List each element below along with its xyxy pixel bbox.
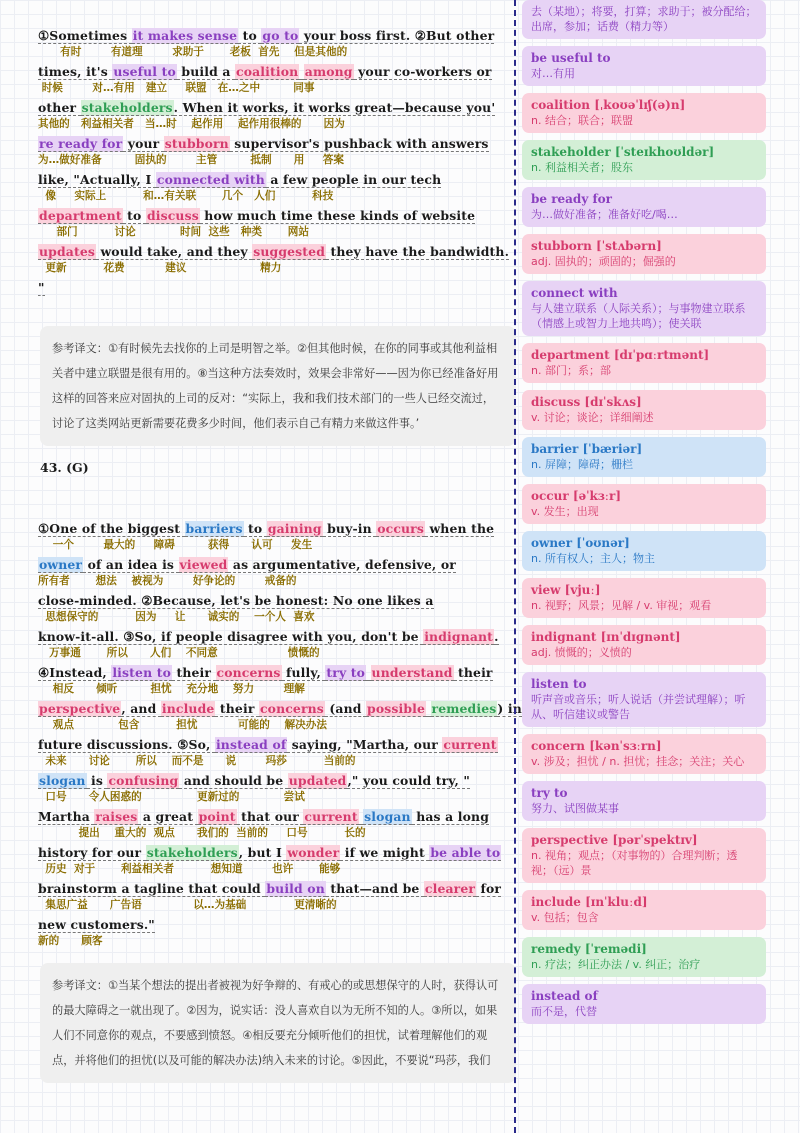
vocab-highlight: listen to [112, 665, 171, 680]
vocab-highlight: perspective [39, 701, 121, 716]
english-text [38, 208, 475, 223]
text-run: ) in [497, 701, 522, 716]
chinese-gloss: 未来 讨论 所以 而不是 说 玛莎 当前的 [38, 755, 356, 767]
vocab-term: try to [531, 786, 568, 800]
english-text [38, 521, 494, 536]
column-divider [514, 0, 516, 1133]
vocab-definition: 去（某地）；将要，打算；求助于；被分配给；出席，参加；话费（精力等） [531, 5, 757, 33]
vocab-definition: 努力、试图做某事 [531, 802, 619, 815]
vocab-highlight: raises [95, 809, 138, 824]
vocab-term: department [dɪˈpɑːrtmənt] [531, 348, 710, 362]
text-run: saying, "Martha, our [287, 737, 443, 752]
passage-line [34, 875, 504, 911]
vocab-term: indignant [ɪnˈdɪɡnənt] [531, 630, 681, 644]
passage-line [34, 551, 504, 587]
vocab-term: be ready for [531, 192, 612, 206]
vocab-card [522, 781, 766, 821]
passage-line [34, 202, 504, 238]
vocab-definition: v. 包括；包含 [531, 911, 599, 924]
vocab-highlight: understand [371, 665, 453, 680]
vocab-card [522, 531, 766, 571]
chinese-gloss: 口号 令人困惑的 更新过的 尝试 [38, 791, 305, 803]
vocab-highlight: connected with [156, 172, 265, 187]
vocab-definition: n. 视角；观点；（对事物的）合理判断；透视；（远）景 [531, 849, 738, 877]
english-text [38, 665, 493, 680]
passage-2 [34, 515, 522, 947]
vocab-highlight: clearer [424, 881, 476, 896]
text-run: of an idea is [83, 557, 179, 572]
vocab-highlight: point [198, 809, 236, 824]
vocab-highlight: wonder [287, 845, 340, 860]
english-text [38, 737, 498, 752]
vocab-definition: v. 讨论；谈论；详细阐述 [531, 411, 654, 424]
passage-line [34, 803, 504, 839]
passage-line [34, 587, 504, 623]
text-run: like, "Actually, I [38, 172, 156, 187]
vocab-card [522, 484, 766, 524]
english-text [38, 845, 501, 860]
text-run: . [494, 629, 499, 644]
text-run: other [38, 100, 81, 115]
text-run: their [215, 701, 259, 716]
vocab-highlight: include [161, 701, 215, 716]
vocab-term: concern [kənˈsɜːrn] [531, 739, 662, 753]
text-run: that our [236, 809, 304, 824]
text-run: , and [121, 701, 161, 716]
translation-2: 参考译文：①当某个想法的提出者被视为好争辩的、有戒心的或思想保守的人时，获得认可的最大障碍之一就出现了。②因为，说实话：没人喜欢自以为无所不知的人。③所以，如果人们不同意你的观点，不要感到愤怒。④相反要充分倾听他们的担忧，试着理解他们的观点，并将他们的担忧(以及可能的解决办法)纳入未来的讨论。⑤因此，不要说“玛莎，我们 [40, 963, 516, 1083]
vocab-card [522, 234, 766, 274]
passage-line [34, 58, 504, 94]
english-text [38, 136, 489, 151]
vocab-card [522, 93, 766, 133]
vocab-highlight: viewed [179, 557, 228, 572]
passage-column [34, 22, 522, 1097]
vocab-highlight: concerns [259, 701, 324, 716]
vocab-definition: adj. 愤慨的；义愤的 [531, 646, 632, 659]
vocab-definition: 而不是，代替 [531, 1005, 597, 1018]
question-number: 43. (G) [40, 460, 89, 475]
chinese-gloss: 为…做好准备 固执的 主管 抵制 用 答案 [38, 154, 344, 166]
english-text [38, 701, 522, 716]
passage-line [34, 623, 504, 659]
chinese-gloss: 部门 讨论 时间 这些 种类 网站 [38, 226, 309, 238]
vocab-highlight: stubborn [164, 136, 229, 151]
text-run: to [243, 521, 267, 536]
vocab-card [522, 625, 766, 665]
passage-line [34, 515, 504, 551]
passage-line [34, 94, 504, 130]
vocab-definition: 为…做好准备；准备好吃/喝… [531, 208, 678, 221]
vocab-highlight: try to [326, 665, 366, 680]
text-run: supervisor's pushback with answers [229, 136, 489, 151]
vocab-highlight: indignant [424, 629, 494, 644]
vocab-card [522, 46, 766, 86]
text-run: that—and be [325, 881, 424, 896]
vocab-card [522, 140, 766, 180]
vocab-definition: 听声音或音乐；听人说话（并尝试理解）；听从、听信建议或警告 [531, 693, 746, 721]
vocab-card [522, 890, 766, 930]
text-run: and should be [179, 773, 288, 788]
text-run: your [123, 136, 164, 151]
vocab-term: view [vjuː] [531, 583, 601, 597]
text-run: your boss first. ②But other [299, 28, 495, 43]
vocab-card [522, 937, 766, 977]
vocab-term: stubborn [ˈstʌbərn] [531, 239, 662, 253]
chinese-gloss: 更新 花费 建议 精力 [38, 262, 282, 274]
vocab-highlight: re ready for [39, 136, 123, 151]
vocab-definition: v. 发生；出现 [531, 505, 599, 518]
passage-line [34, 839, 504, 875]
english-text [38, 809, 489, 824]
passage-line [34, 767, 504, 803]
text-run: future discussions. ⑤So, [38, 737, 215, 752]
text-run: ①Sometimes [38, 28, 132, 43]
text-run [366, 665, 370, 681]
vocab-card [522, 187, 766, 227]
vocab-definition: n. 屏障；障碍；栅栏 [531, 458, 633, 471]
vocab-term: listen to [531, 677, 587, 691]
text-run: build a [176, 64, 235, 79]
vocab-highlight: be able to [430, 845, 501, 860]
passage-line [34, 274, 504, 310]
vocab-term: discuss [dɪˈskʌs] [531, 395, 642, 409]
chinese-gloss: 所有者 想法 被视为 好争论的 戒备的 [38, 575, 297, 587]
vocab-highlight: occurs [377, 521, 424, 536]
chinese-gloss: 万事通 所以 人们 不同意 愤慨的 [38, 647, 320, 659]
english-text [38, 557, 456, 572]
text-run: how much time these kinds of website [199, 208, 476, 223]
text-run: their [172, 665, 216, 680]
vocab-highlight: it makes sense [132, 28, 238, 43]
passage-line [34, 731, 504, 767]
vocab-highlight: current [304, 809, 358, 824]
text-run: if we might [340, 845, 430, 860]
text-run: " [38, 280, 45, 295]
vocab-term: coalition [ˌkoʊəˈlɪʃ(ə)n] [531, 98, 686, 112]
english-text [38, 917, 155, 932]
vocab-highlight: among [304, 64, 353, 79]
text-run: ①One of the biggest [38, 521, 185, 536]
vocab-highlight: gaining [267, 521, 322, 536]
passage-line [34, 695, 522, 731]
vocab-highlight: barriers [185, 521, 243, 536]
chinese-gloss: 新的 顾客 [38, 935, 103, 947]
text-run: to [238, 28, 262, 43]
vocab-term: perspective [pərˈspektɪv] [531, 833, 698, 847]
text-run: know-it-all. ③So, if people disagree with you, don't be [38, 629, 424, 644]
vocab-card [522, 343, 766, 383]
vocab-highlight: possible [367, 701, 426, 716]
vocab-definition: 对…有用 [531, 67, 575, 80]
vocab-definition: n. 视野；风景；见解 / v. 审视；观看 [531, 599, 712, 612]
passage-line [34, 166, 504, 202]
vocab-highlight: slogan [364, 809, 411, 824]
text-run: your co-workers or [353, 64, 492, 79]
vocab-definition: n. 疗法；纠正办法 / v. 纠正；治疗 [531, 958, 701, 971]
text-run: a great [138, 809, 198, 824]
vocab-highlight: remedies [431, 701, 497, 716]
vocabulary-column [522, 0, 766, 1031]
vocab-card [522, 390, 766, 430]
text-run: to [122, 208, 146, 223]
english-text [38, 881, 501, 896]
english-text [38, 28, 494, 43]
chinese-gloss: 相反 倾听 担忧 充分地 努力 理解 [38, 683, 305, 695]
passage-line [34, 130, 504, 166]
text-run: they have the bandwidth. [326, 244, 510, 259]
text-run: brainstorm a tagline that could [38, 881, 266, 896]
vocab-highlight: slogan [39, 773, 86, 788]
english-text [38, 244, 509, 259]
text-run [426, 701, 430, 717]
text-run: as argumentative, defensive, or [228, 557, 456, 572]
text-run: buy-in [322, 521, 377, 536]
vocab-card [522, 828, 766, 883]
vocab-highlight: updated [288, 773, 347, 788]
passage-line [34, 911, 504, 947]
text-run: (and [324, 701, 367, 716]
vocab-definition: adj. 固执的；顽固的；倔强的 [531, 255, 676, 268]
chinese-gloss: 一个 最大的 障碍 获得 认可 发生 [38, 539, 313, 551]
text-run: has a long [411, 809, 490, 824]
vocab-definition: n. 部门；系；部 [531, 364, 611, 377]
vocab-highlight: instead of [215, 737, 287, 752]
vocab-card [522, 437, 766, 477]
chinese-gloss: 时候 对…有用 建立 联盟 在…之中 同事 [38, 82, 315, 94]
chinese-gloss: 提出 重大的 观点 我们的 当前的 口号 长的 [38, 827, 366, 839]
vocab-term: occur [əˈkɜːr] [531, 489, 622, 503]
text-run: when the [425, 521, 495, 536]
vocab-term: owner [ˈoʊnər] [531, 536, 630, 550]
chinese-gloss: 有时 有道理 求助于 老板 首先 但是其他的 [38, 46, 348, 58]
vocab-highlight: build on [266, 881, 325, 896]
vocab-highlight: department [39, 208, 122, 223]
vocab-highlight: stakeholders [146, 845, 238, 860]
vocab-definition: 与人建立联系（人际关系）；与事物建立联系（情感上或智力上地共鸣）；使关联 [531, 302, 746, 330]
vocab-card [522, 281, 766, 336]
chinese-gloss: 像 实际上 和…有关联 几个 人们 科技 [38, 190, 334, 202]
passage-line [34, 22, 504, 58]
vocab-definition: n. 所有权人；主人；物主 [531, 552, 655, 565]
translation-1: 参考译文：①有时候先去找你的上司是明智之举。②但其他时候，在你的同事或其他利益相关者中建立联盟是很有用的。⑧当这种方法奏效时，效果会非常好——因为你已经准备好用这样的回答来应对固执的上司的反对：“实际上，我和我们技术部门的一些人已经交流过，讨论了这类网站更新需要花费多少时间，他们表示自己有精力来做这件事。’ [40, 326, 516, 446]
vocab-highlight: discuss [146, 208, 199, 223]
english-text [38, 172, 441, 187]
vocab-highlight: confusing [108, 773, 179, 788]
chinese-gloss: 其他的 利益相关者 当…时 起作用 起作用很棒的 因为 [38, 118, 345, 130]
text-run: . When it works, it works great—because you' [173, 100, 496, 115]
passage-line [34, 238, 510, 274]
text-run: a few people in our tech [265, 172, 442, 187]
vocab-highlight: coalition [236, 64, 299, 79]
chinese-gloss: 思想保守的 因为 让 诚实的 一个人 喜欢 [38, 611, 315, 623]
text-run: is [86, 773, 108, 788]
vocab-definition: v. 涉及；担忧 / n. 担忧；挂念；关注；关心 [531, 755, 745, 768]
passage-line [34, 659, 504, 695]
text-run: would take, and they [96, 244, 253, 259]
text-run: fully, [281, 665, 326, 680]
vocab-highlight: current [443, 737, 497, 752]
text-run: Martha [38, 809, 95, 824]
passage-1 [34, 22, 510, 310]
vocab-term: barrier [ˈbæriər] [531, 442, 643, 456]
english-text [38, 100, 495, 115]
vocab-card [522, 734, 766, 774]
english-text [38, 773, 470, 788]
english-text [38, 593, 434, 608]
text-run: their [453, 665, 493, 680]
text-run: for [476, 881, 502, 896]
chinese-gloss: 集思广益 广告语 以…为基础 更清晰的 [38, 899, 337, 911]
vocab-term: instead of [531, 989, 598, 1003]
english-text [38, 280, 45, 295]
vocab-highlight: suggested [253, 244, 326, 259]
vocab-card [522, 578, 766, 618]
vocab-card [522, 0, 766, 39]
text-run: ④Instead, [38, 665, 112, 680]
vocab-definition: n. 结合；联合；联盟 [531, 114, 633, 127]
vocab-term: stakeholder [ˈsteɪkhoʊldər] [531, 145, 715, 159]
text-run: , but I [238, 845, 287, 860]
chinese-gloss: 历史 对于 利益相关者 想知道 也许 能够 [38, 863, 341, 875]
vocab-highlight: stakeholders [81, 100, 173, 115]
vocab-highlight: owner [39, 557, 83, 572]
english-text [38, 64, 492, 79]
text-run: times, it's [38, 64, 113, 79]
english-text [38, 629, 499, 644]
vocab-highlight: updates [39, 244, 95, 259]
vocab-term: include [ɪnˈkluːd] [531, 895, 648, 909]
text-run: new customers." [38, 917, 155, 932]
vocab-term: remedy [ˈremədi] [531, 942, 647, 956]
vocab-highlight: concerns [216, 665, 281, 680]
vocab-term: connect with [531, 286, 618, 300]
text-run: history for our [38, 845, 146, 860]
vocab-highlight: useful to [113, 64, 176, 79]
vocab-card [522, 672, 766, 727]
vocab-highlight: go to [262, 28, 299, 43]
vocab-term: be useful to [531, 51, 611, 65]
vocab-card [522, 984, 766, 1024]
text-run: ," you could try, " [347, 773, 471, 788]
text-run: close-minded. ②Because, let's be honest: No one likes a [38, 593, 434, 608]
chinese-gloss: 观点 包含 担忧 可能的 解决办法 [38, 719, 327, 731]
vocab-definition: n. 利益相关者；股东 [531, 161, 633, 174]
